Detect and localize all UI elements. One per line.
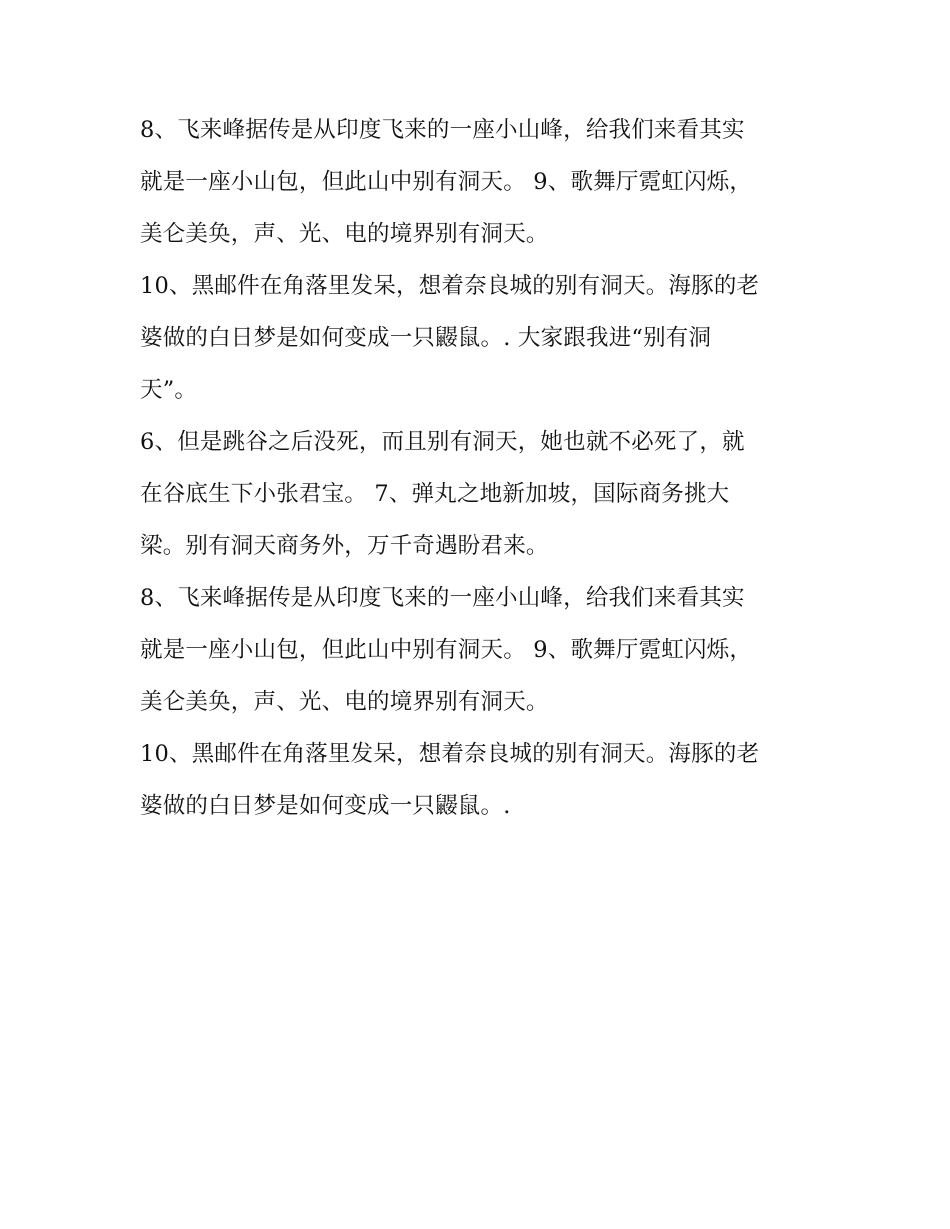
text-line: 婆做的白日梦是如何变成一只鼹鼠。. bbox=[140, 793, 511, 819]
text-line: 婆做的白日梦是如何变成一只鼹鼠。. 大家跟我进“别有洞 bbox=[140, 325, 712, 351]
text-line: 就是一座小山包，但此山中别有洞天。 9、歌舞厅霓虹闪烁， bbox=[140, 637, 753, 663]
text-line: 天”。 bbox=[140, 377, 198, 403]
text-line: 梁。别有洞天商务外，万千奇遇盼君来。 bbox=[140, 533, 549, 559]
text-line: 美仑美奂，声、光、电的境界别有洞天。 bbox=[140, 221, 549, 247]
text-line: 10、黑邮件在角落里发呆，想着奈良城的别有洞天。海豚的老 bbox=[140, 273, 760, 299]
text-line: 在谷底生下小张君宝。 7、弹丸之地新加坡，国际商务挑大 bbox=[140, 481, 730, 507]
text-line: 8、飞来峰据传是从印度飞来的一座小山峰，给我们来看其实 bbox=[140, 585, 745, 611]
document-body bbox=[140, 104, 820, 832]
text-line: 10、黑邮件在角落里发呆，想着奈良城的别有洞天。海豚的老 bbox=[140, 741, 760, 767]
text-line: 8、飞来峰据传是从印度飞来的一座小山峰，给我们来看其实 bbox=[140, 117, 745, 143]
text-line: 美仑美奂，声、光、电的境界别有洞天。 bbox=[140, 689, 549, 715]
text-line: 就是一座小山包，但此山中别有洞天。 9、歌舞厅霓虹闪烁， bbox=[140, 169, 753, 195]
text-line: 6、但是跳谷之后没死，而且别有洞天，她也就不必死了，就 bbox=[140, 429, 745, 455]
